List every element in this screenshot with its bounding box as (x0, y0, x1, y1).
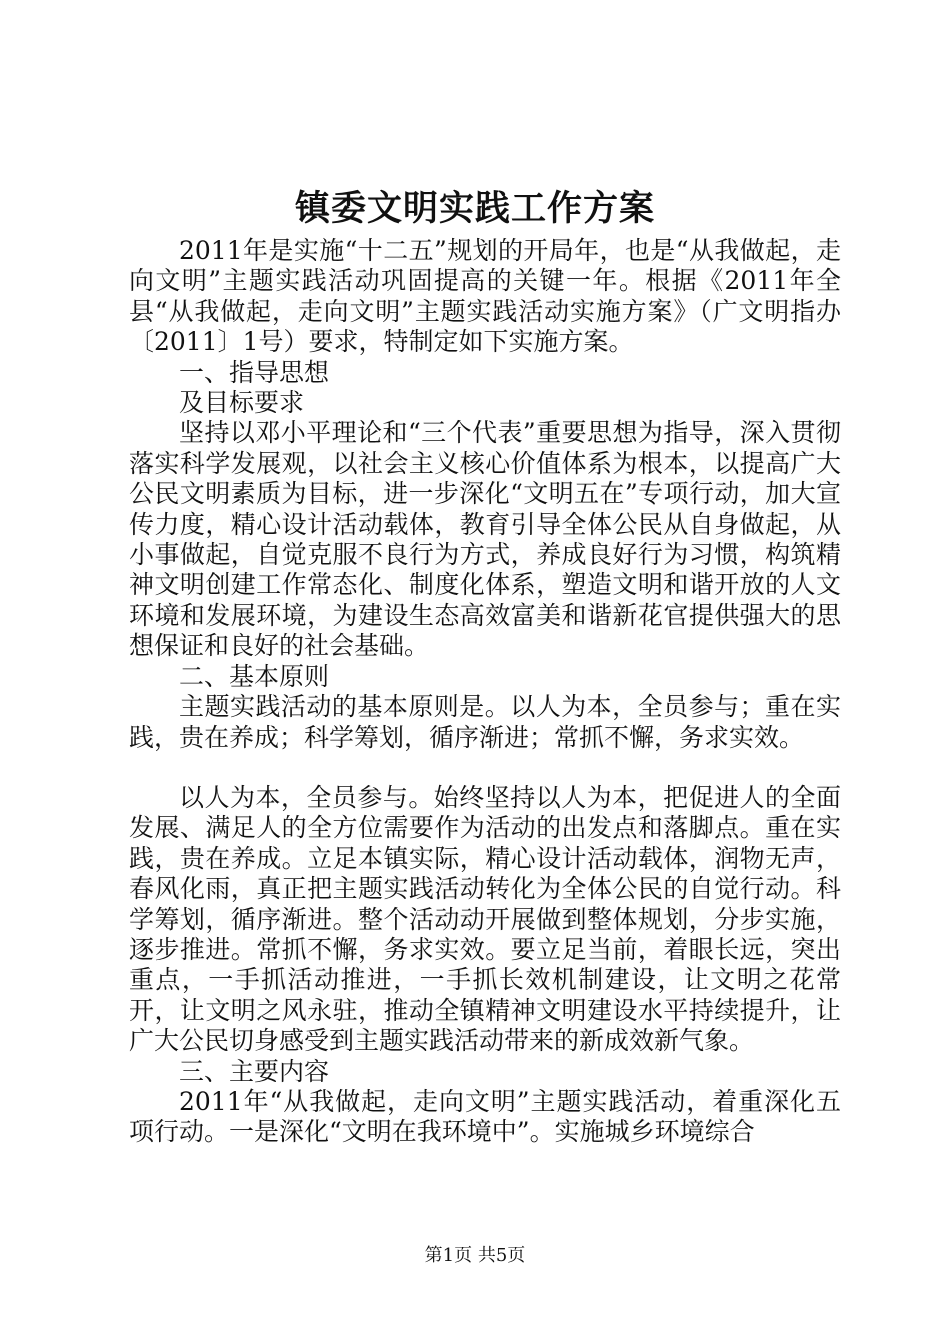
heading-main-content: 三、主要内容 (179, 1056, 330, 1086)
document-title: 镇委文明实践工作方案 (294, 188, 655, 229)
document-body (129, 236, 841, 1148)
paragraph-intro: 2011年是实施“十二五”规划的开局年，也是“从我做起，走向文明”主题实践活动巩固提高的关键一年。根据《2011年全县“从我做起，走向文明”主题实践活动实施方案》（广文明指办〔2011〕1号）要求，特制定如下实施方案。 (129, 236, 841, 357)
page-number-footer: 第1页 共5页 (424, 1245, 526, 1266)
paragraph-gap (129, 753, 841, 783)
paragraph-main-content: 2011年“从我做起，走向文明”主题实践活动，着重深化五项行动。一是深化“文明在我环境中”。实施城乡环境综合 (129, 1086, 841, 1147)
paragraph-guiding-ideology: 坚持以邓小平理论和“三个代表”重要思想为指导，深入贯彻落实科学发展观，以社会主义核心价值体系为根本，以提高广大公民文明素质为目标，进一步深化“文明五在”专项行动，加大宣传力度，精心设计活动载体，教育引导全体公民从自身做起，从小事做起，自觉克服不良行为方式，养成良好行为习惯，构筑精神文明创建工作常态化、制度化体系，塑造文明和谐开放的人文环境和发展环境，为建设生态高效富美和谐新花官提供强大的思想保证和良好的社会基础。 (129, 418, 841, 661)
paragraph-principles-summary: 主题实践活动的基本原则是。以人为本，全员参与；重在实践，贵在养成；科学筹划，循序渐进；常抓不懈，务求实效。 (129, 692, 841, 752)
heading-guiding-ideology: 一、指导思想 (179, 357, 330, 387)
paragraph-principles-detail: 以人为本，全员参与。始终坚持以人为本，把促进人的全面发展、满足人的全方位需要作为活动的出发点和落脚点。重在实践，贵在养成。立足本镇实际，精心设计活动载体，润物无声，春风化雨，真正把主题实践活动转化为全体公民的自觉行动。科学筹划，循序渐进。整个活动动开展做到整体规划，分步实施，逐步推进。常抓不懈，务求实效。要立足当前，着眼长远，突出重点，一手抓活动推进，一手抓长效机制建设，让文明之花常开，让文明之风永驻，推动全镇精神文明建设水平持续提升，让广大公民切身感受到主题实践活动带来的新成效新气象。 (129, 782, 841, 1056)
heading-goals: 及目标要求 (179, 388, 305, 418)
heading-basic-principles: 二、基本原则 (179, 661, 330, 691)
